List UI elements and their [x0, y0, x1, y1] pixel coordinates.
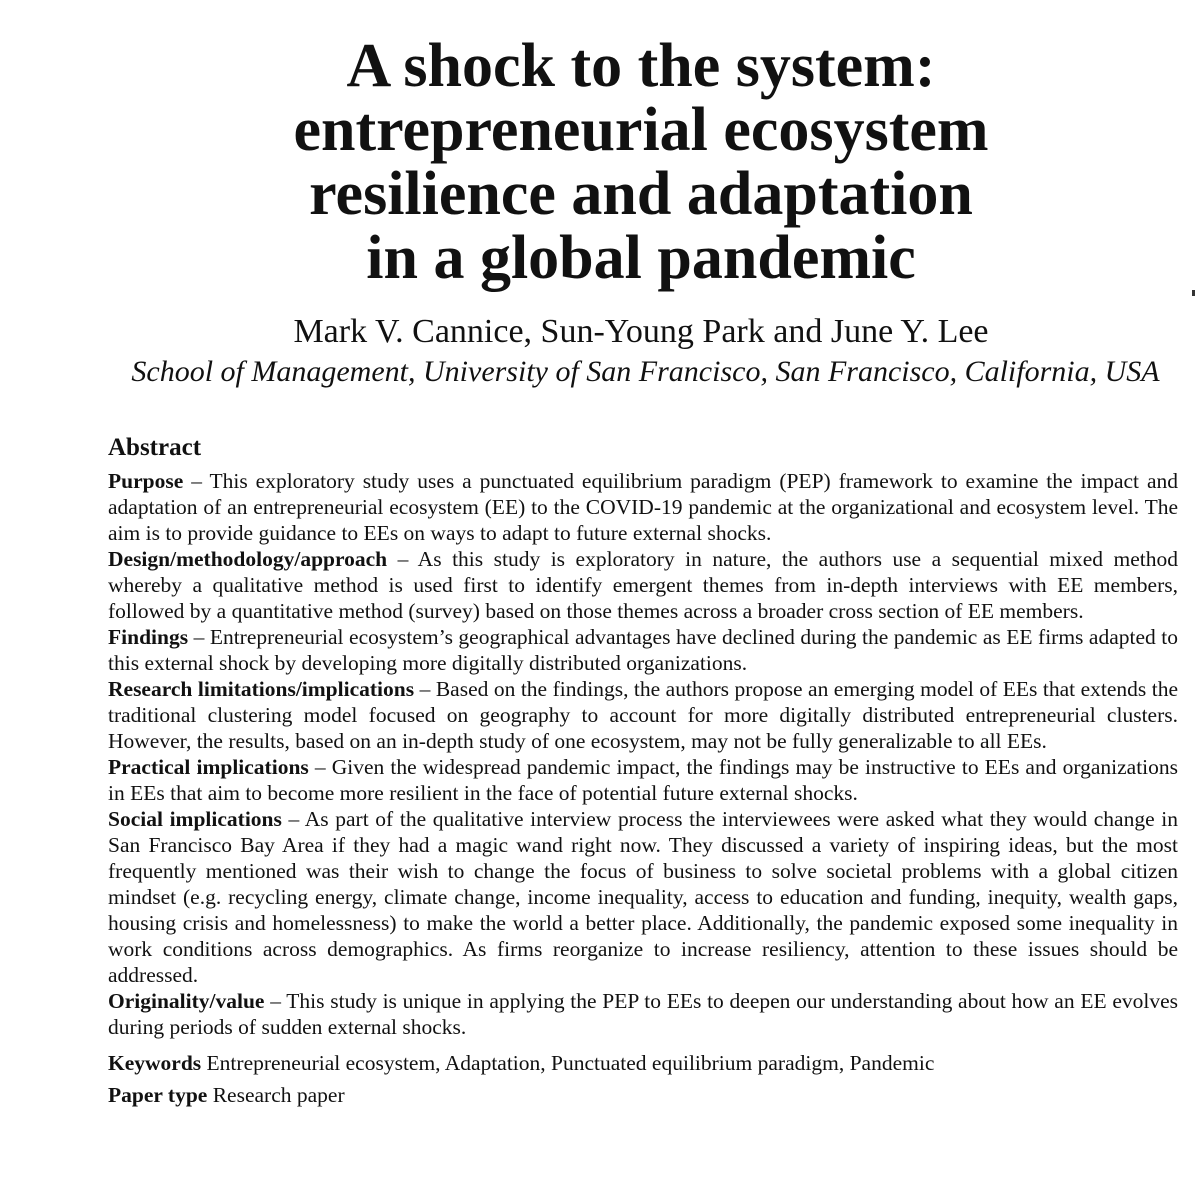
author-list: Mark V. Cannice, Sun-Young Park and June Y. Lee — [293, 313, 989, 350]
section-label: Social implications — [108, 807, 282, 831]
abstract-purpose — [108, 468, 1178, 546]
title-line: in a global pandemic — [366, 224, 916, 292]
section-text: – Entrepreneurial ecosystem’s geographical advantages have declined during the pandemic as EE firms adapted to this external shock by developing more digitally distributed organizations. — [108, 625, 1178, 675]
keywords-text: Entrepreneurial ecosystem, Adaptation, Punctuated equilibrium paradigm, Pandemic — [201, 1051, 935, 1075]
abstract-block — [108, 432, 1178, 1108]
section-label: Design/methodology/approach — [108, 547, 388, 571]
section-text: – As this study is exploratory in nature, the authors use a sequential mixed method whereby a qualitative method is used first to identify emergent themes from in-depth interviews with EE members, followed by a quantitative method (survey) based on those themes across a broader cross section of EE members. — [108, 547, 1178, 623]
keywords-label: Keywords — [108, 1051, 202, 1075]
section-label: Practical implications — [108, 755, 309, 779]
keywords-line — [108, 1050, 1178, 1076]
abstract-social-implications — [108, 806, 1178, 988]
abstract-design-methodology — [108, 546, 1178, 624]
section-text: – Based on the findings, the authors propose an emerging model of EEs that extends the traditional clustering model focused on geography to account for more digitally distributed entrepreneurial clusters. However, the results, based on an in-depth study of one ecosystem, may not be fully generalizable to all EEs. — [108, 677, 1178, 753]
abstract-research-limitations — [108, 676, 1178, 754]
paper-type-text: Research paper — [207, 1083, 345, 1107]
abstract-practical-implications — [108, 754, 1178, 806]
author-affiliation: School of Management, University of San Francisco, San Francisco, California, USA — [131, 355, 1160, 388]
section-label: Research limitations/implications — [108, 677, 415, 701]
abstract-findings — [108, 624, 1178, 676]
title-line: resilience and adaptation — [309, 160, 973, 228]
paper-title — [0, 34, 1195, 290]
abstract-heading: Abstract — [108, 434, 202, 461]
abstract-originality-value — [108, 988, 1178, 1040]
section-text: – As part of the qualitative interview process the interviewees were asked what they would change in San Francisco Bay Area if they had a magic wand right now. They discussed a variety of inspiring ideas, but the most frequently mentioned was their wish to change the focus of business to solve societal problems with a global citizen mindset (e.g. recycling energy, climate change, income inequality, access to education and funding, inequity, wealth gaps, housing crisis and homelessness) to make the world a better place. Additionally, the pandemic exposed some inequality in work conditions across demographics. As firms reorganize to increase resiliency, attention to these issues should be addressed. — [108, 807, 1178, 987]
section-text: – This study is unique in applying the PEP to EEs to deepen our understanding about how an EE evolves during periods of sudden external shocks. — [108, 989, 1178, 1039]
paper-type-label: Paper type — [108, 1083, 208, 1107]
section-label: Purpose — [108, 469, 184, 493]
section-text: – This exploratory study uses a punctuated equilibrium paradigm (PEP) framework to examine the impact and adaptation of an entrepreneurial ecosystem (EE) to the COVID-19 pandemic at the organizational and ecosystem level. The aim is to provide guidance to EEs on ways to adapt to future external shocks. — [108, 469, 1178, 545]
paper-type-line — [108, 1082, 1178, 1108]
title-line: entrepreneurial ecosystem — [293, 96, 989, 164]
section-text: – Given the widespread pandemic impact, the findings may be instructive to EEs and organizations in EEs that aim to become more resilient in the face of potential future external shocks. — [108, 755, 1179, 805]
section-label: Findings — [108, 625, 189, 649]
title-line: A shock to the system: — [346, 32, 936, 100]
section-label: Originality/value — [108, 989, 265, 1013]
